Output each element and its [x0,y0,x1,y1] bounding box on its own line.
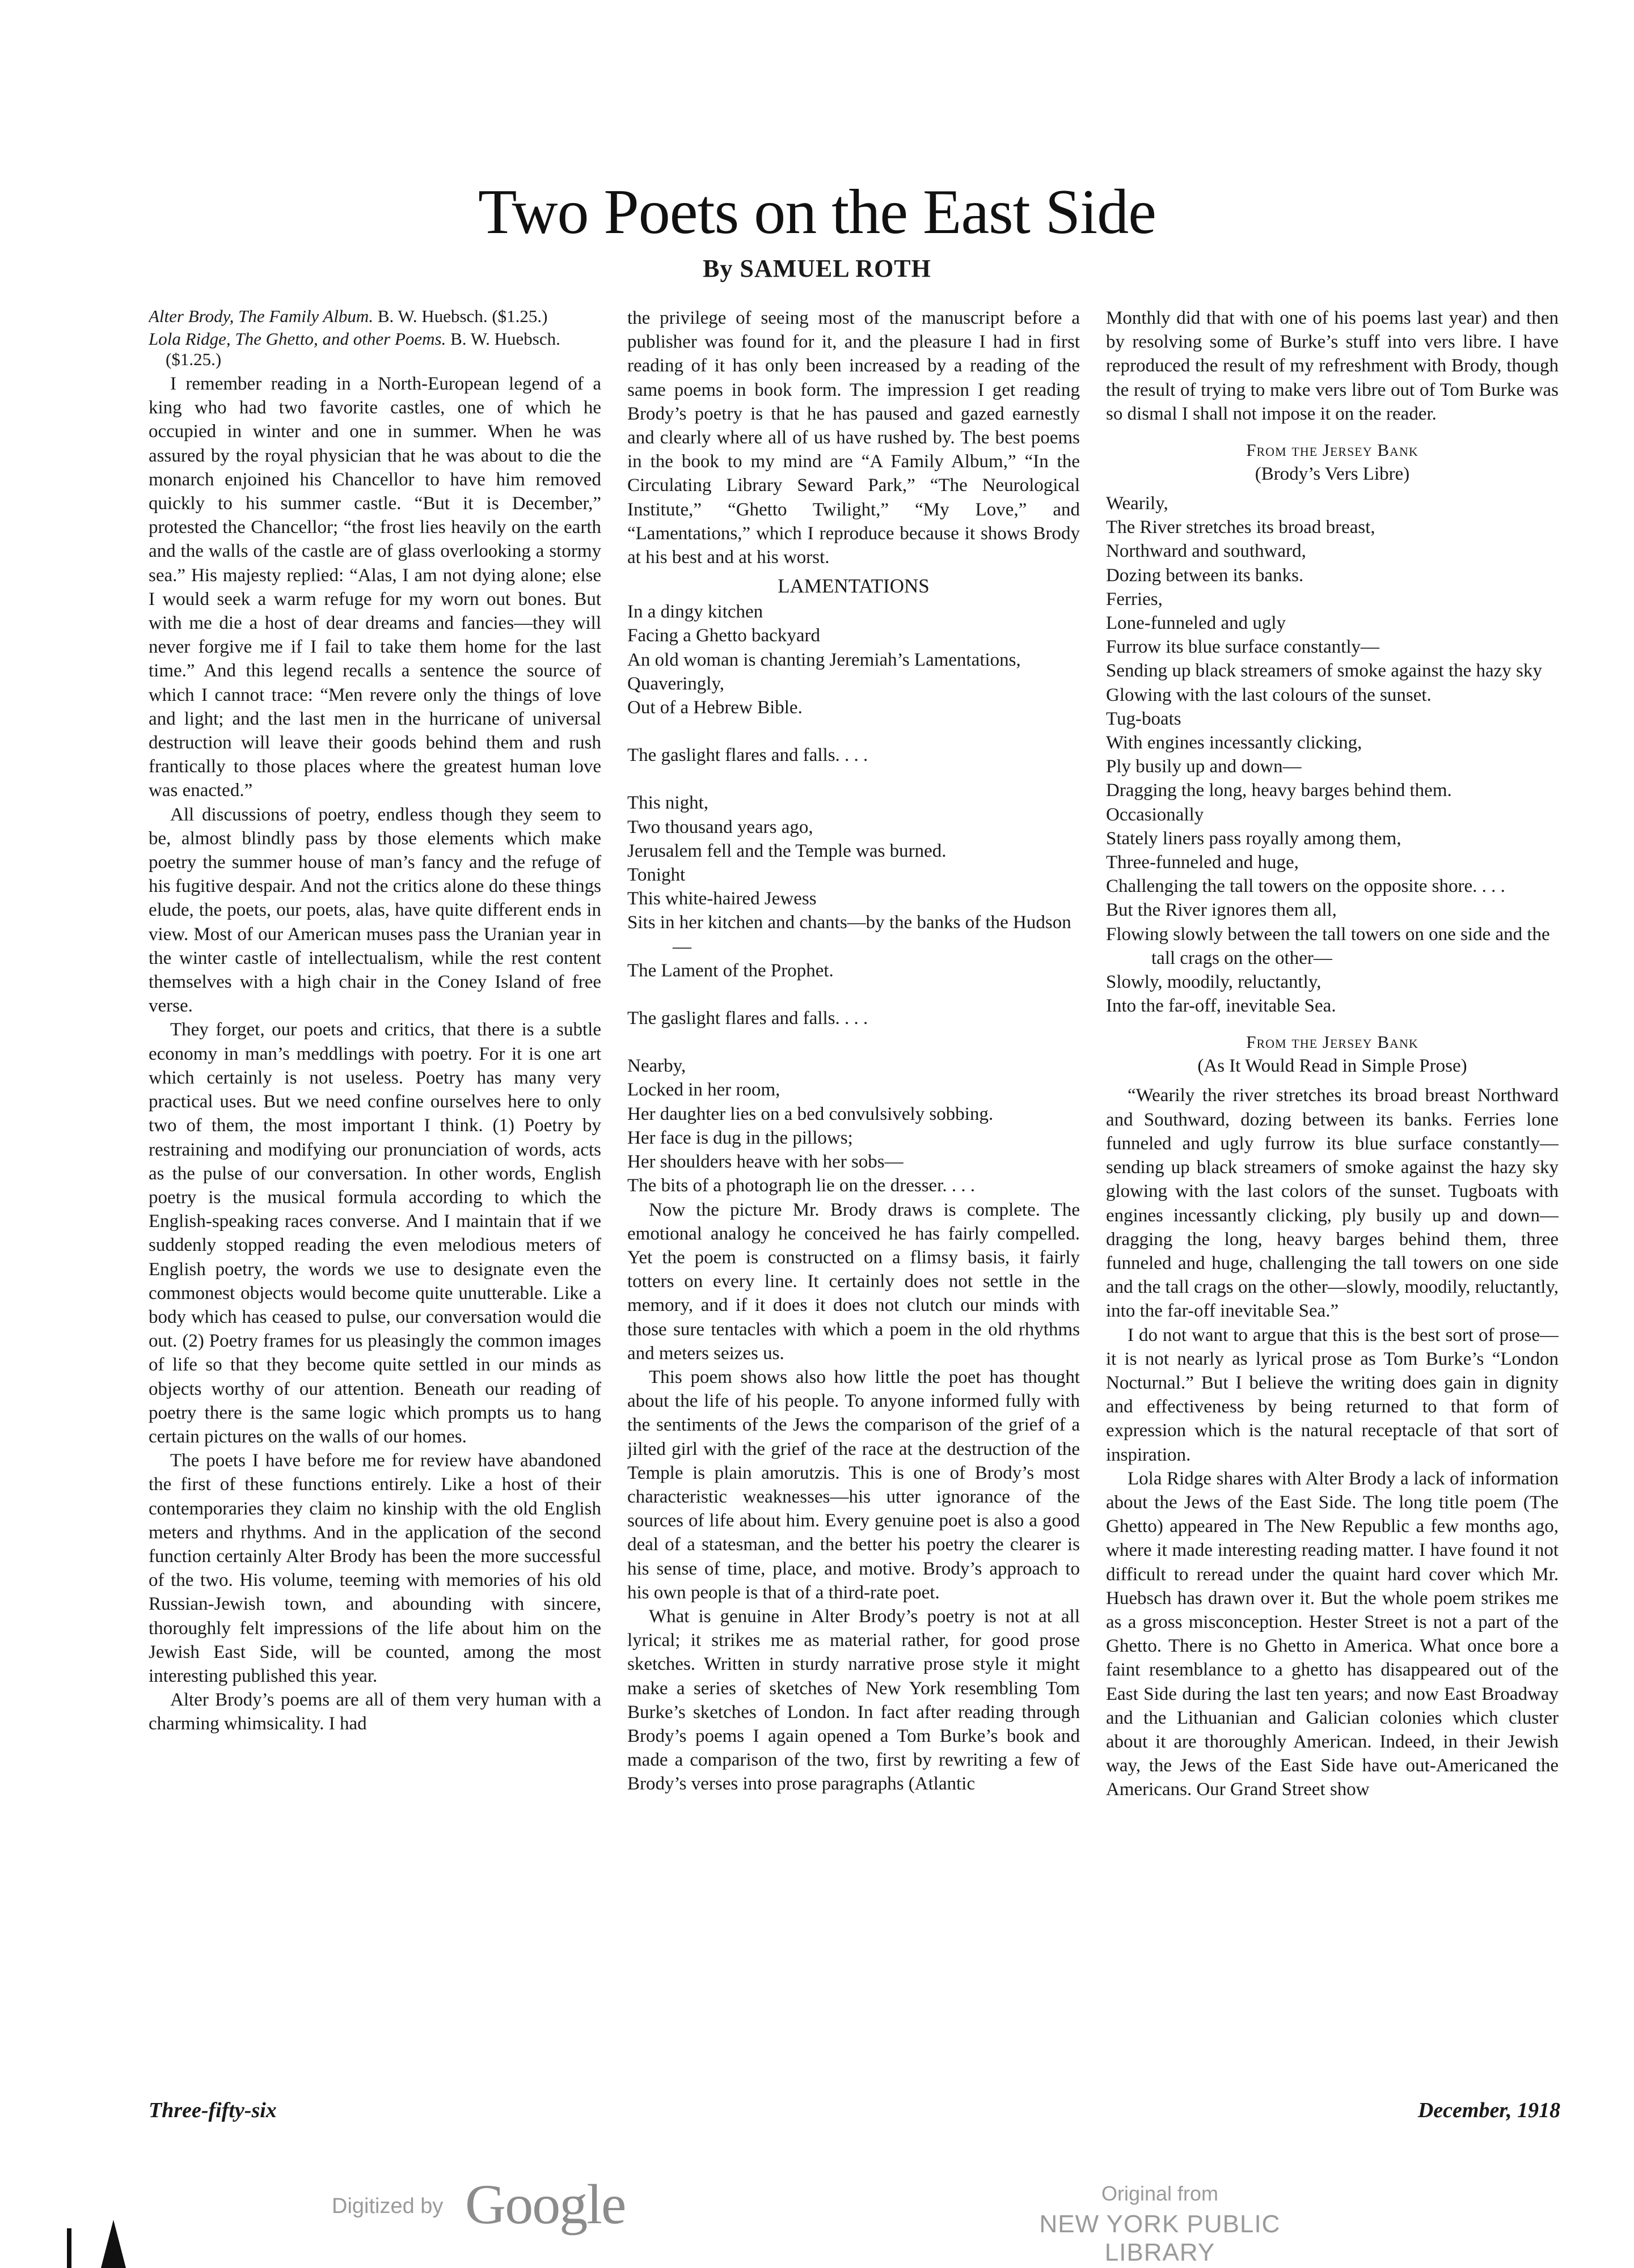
poem-line: Sits in her kitchen and chants—by the banks of the Hudson— [627,912,1071,957]
poem-line: This night, [627,793,709,814]
poem-line: Tug-boats [1106,708,1181,729]
scan-artifact-mark [67,2228,71,2268]
poem-line: Occasionally [1106,804,1204,825]
poem-line: Glowing with the last colours of the sunset. [1106,684,1432,705]
paragraph: I do not want to argue that this is the best sort of prose—it is not nearly as lyrical prose as Tom Burke’s “London Nocturnal.” But I believe the writing does gain in dignity and effectiveness by being returned to that form of expression which is the natural receptacle of that sort of inspiration. [1106,1325,1559,1465]
paragraph: Lola Ridge shares with Alter Brody a lack of information about the Jews of the East Side. The long title poem (The Ghetto) appeared in The New Republic a few months ago, where it made interesting reading matter. I have found it not difficult to reread under the quaint hard cover which Mr. Huebsch has drawn over it. But the whole poem strikes me as a gross misconception. Hester Street is not a part of the Ghetto. There is no Ghetto in America. What once bore a faint resemblance to a ghetto has disappeared out of the East Side during the last ten years; and now East Broadway and the Lithuanian and Galician colonies which cluster about it are thoroughly American. Indeed, in their Jewish way, the Jews of the East Side have out-Americaned the Americans. Our Grand Street show [1106,1468,1559,1800]
page-number: Three-fifty-six [149,2098,277,2122]
poem-lamentations [627,600,1080,1198]
paragraph: I remember reading in a North-European legend of a king who had two favorite castles, one of which he occupied in winter and one in summer. When he was assured by the royal physician that he was about to die the monarch enjoined his Chancellor to have him removed quickly to his summer castle. “But it is December,” protested the Chancellor; “the frost lies heavily on the earth and the walls of the castle are of glass overlooking a stormy sea.” His majesty replied: “Alas, I am not dying alone; else I would seek a warm refuge for my worn out bones. But with me die a host of dear dreams and fancies—they will never forgive me if I fail to take them home for the last time.” And this legend recalls a sentence the source of which I cannot trace: “Men revere only the things of love and light; and the last men in the hurricane of universal destruction will leave their goods behind them and rush frantically to those places where the greatest human love was enacted.” [149,374,601,801]
stanza-break [627,983,1080,1006]
issue-date: December, 1918 [1417,2098,1560,2122]
poem-line: Locked in her room, [627,1080,780,1101]
poem-line: Northward and southward, [1106,541,1306,562]
poem-line: Sending up black streamers of smoke against the hazy sky [1106,661,1542,682]
poem-line: Two thousand years ago, [627,816,813,837]
column-3 [1106,306,1559,2041]
poem-line: This white-haired Jewess [627,888,817,909]
stanza-break [627,1030,1080,1054]
poem-line: Nearby, [627,1056,686,1077]
poem-refrain: The gaslight flares and falls. . . . [627,745,868,766]
poem-line: Tonight [627,865,686,886]
poem-line: Stately liners pass royally among them, [1106,828,1401,849]
poem-line: Lone-funneled and ugly [1106,613,1286,634]
library-name: NEW YORK PUBLIC LIBRARY [1039,2210,1281,2266]
google-logo: Google [465,2173,626,2236]
poem-line: With engines incessantly clicking, [1106,733,1362,754]
poem-line: The River stretches its broad breast, [1106,517,1375,538]
section-heading: From the Jersey Bank [1246,440,1418,460]
poem-line: Flowing slowly between the tall towers on one side and the tall crags on the other— [1106,924,1550,968]
section-subheading: (As It Would Read in Simple Prose) [1197,1056,1467,1077]
poem-line: Dragging the long, heavy barges behind them. [1106,780,1452,801]
paragraph: The poets I have before me for review have abandoned the first of these functions entirely. Like a host of their contemporaries they claim no kinship with the old English meters and rhythms. And in the application of the second function certainly Alter Brody has been the more successful of the two. His volume, teeming with memories of his old Russian-Jewish town, and abounding with sincere, thoroughly felt impressions of the life about him on the Jewish East Side, will be counted, among the most interesting published this year. [149,1450,601,1686]
paragraph: All discussions of poetry, endless though they seem to be, almost blindly pass by those elements which make poetry the summer house of man’s fancy and the refuge of his fugitive despair. And not the critics alone do these things elude, the poets, our poets, alas, have quite different ends in view. Most of our American muses pass the Uranian year in the winter castle of intellectualism, while the rest content themselves with a high chair in the Coney Island of free verse. [149,804,601,1017]
poem-jersey-bank [1106,492,1559,1018]
paragraph: This poem shows also how little the poet has thought about the life of his people. To anyone informed fully with the sentiments of the Jews the comparison of the grief of a jilted girl with the grief of the race at the destruction of the Temple is plain amorutzis. This is one of Brody’s most characteristic weaknesses—his utter ignorance of the sources of life about him. Every genuine poet is also a good deal of a statesman, and the better his poetry the clearer is his sense of time, place, and motive. Brody’s approach to his own people is that of a third-rate poet. [627,1366,1080,1603]
article-byline: By SAMUEL ROTH [703,255,931,282]
book-reference-ridge: Lola Ridge, The Ghetto, and other Poems. B. W. Huebsch. ($1.25.) [149,329,560,369]
paragraph: They forget, our poets and critics, that there is a subtle economy in man’s meddlings with poetry. For it is one art which certainly is not useless. Poetry has many very practical uses. But we need confine ourselves here to only two of them, the most important I think. (1) Poetry by restraining and modifying our pronunciation of words, acts as the pulse of our conversation. In other words, English poetry is the musical formula according to which the English-speaking races converse. And I maintain that if we suddenly stopped reading the even melodious meters of English poetry, the words we use to designate even the commonest objects would become quite unutterable. Like a body which has ceased to pulse, our conversation would die out. (2) Poetry frames for us pleasingly the common images of life so that they become quite settled in our minds as objects worthy of our attention. Beneath our reading of poetry there is the same logic which prompts us to hang certain pictures on the walls of our homes. [149,1019,601,1447]
paragraph: “Wearily the river stretches its broad breast Northward and Southward, dozing between its banks. Ferries lone funneled and ugly furrow its blue surface constantly—sending up black streamers of smoke against the hazy sky glowing with the last colors of the sunset. Tugboats with engines incessantly clicking, ply busily up and down—dragging the long, heavy barges behind them, three funneled and huge, challenging the tall towers on one side and the tall crags on the other—slowly, moodily, reluctantly, into the far-off inevitable Sea.” [1106,1085,1559,1322]
paragraph: Alter Brody’s poems are all of them very human with a charming whimsicality. I had [149,1690,601,1734]
column-1 [149,306,601,2041]
poem-line: An old woman is chanting Jeremiah’s Lamentations, [627,649,1021,670]
poem-refrain: The gaslight flares and falls. . . . [627,1008,868,1029]
column-2 [627,306,1080,2041]
stanza-break [627,767,1080,791]
paragraph: the privilege of seeing most of the manuscript before a publisher was found for it, and the pleasure I had in first reading of it has only been increased by a reading of the same poems in book form. The impression I get reading Brody’s poetry is that he has paused and gazed earnestly and clearly where all of us have rushed by. The best poems in the book to my mind are “A Family Album,” “In the Circulating Library Seward Park,” “The Neurological Institute,” “Ghetto Twilight,” “My Love,” and “Lamentations,” which I reproduce because it shows Brody at his best and at his worst. [627,308,1080,568]
poem-line: Her face is dug in the pillows; [627,1127,853,1148]
poem-line: The Lament of the Prophet. [627,960,834,981]
poem-line: Slowly, moodily, reluctantly, [1106,972,1321,993]
poem-line: Ply busily up and down— [1106,756,1302,777]
poem-title: LAMENTATIONS [778,575,930,598]
article-title: Two Poets on the East Side [478,177,1156,247]
poem-line: Into the far-off, inevitable Sea. [1106,996,1336,1017]
poem-line: Jerusalem fell and the Temple was burned. [627,840,947,861]
poem-line: Her daughter lies on a bed convulsively sobbing. [627,1103,994,1124]
poem-line: Out of a Hebrew Bible. [627,697,803,718]
paragraph: Now the picture Mr. Brody draws is complete. The emotional analogy he conceived he has fairly compelled. Yet the poem is constructed on a flimsy basis, it fairly totters on every line. It certainly does not settle in the memory, and if it does it does not clutch our minds with those sure tentacles with which a poem in the old rhythms and meters seizes us. [627,1199,1080,1364]
poem-line: Facing a Ghetto backyard [627,625,820,646]
poem-line: In a dingy kitchen [627,602,763,623]
paragraph: Monthly did that with one of his poems last year) and then by resolving some of Burke’s stuff into vers libre. I have reproduced the result of my refreshment with Brody, though the result of trying to make vers libre out of Tom Burke was so dismal I shall not impose it on the reader. [1106,308,1559,424]
section-heading: From the Jersey Bank [1246,1032,1418,1052]
poem-line: Challenging the tall towers on the opposite shore. . . . [1106,876,1505,897]
original-from-label: Original from [1101,2182,1219,2205]
poem-line: Dozing between its banks. [1106,565,1304,586]
poem-line: But the River ignores them all, [1106,900,1337,921]
digitized-by-label: Digitized by [332,2194,444,2218]
poem-line: Furrow its blue surface constantly— [1106,637,1380,658]
paragraph: What is genuine in Alter Brody’s poetry is not at all lyrical; it strikes me as material rather, for good prose sketches. Written in sturdy narrative prose style it might make a series of sketches of New York resembling Tom Burke’s sketches of London. In fact after reading through Brody’s poems I again opened a Tom Burke’s book and made a comparison of the two, first by rewriting a few of Brody’s verses into prose paragraphs (Atlantic [627,1606,1080,1795]
scan-artifact-mark [101,2220,126,2268]
poem-line: Three-funneled and huge, [1106,852,1299,873]
book-reference-brody: Alter Brody, The Family Album. B. W. Huebsch. ($1.25.) [149,306,548,326]
poem-line: Her shoulders heave with her sobs— [627,1152,903,1173]
poem-line: Quaveringly, [627,673,725,694]
poem-line: Wearily, [1106,493,1168,514]
poem-line: Ferries, [1106,589,1163,610]
poem-line: The bits of a photograph lie on the dresser. . . . [627,1175,976,1196]
stanza-break [627,720,1080,743]
section-subheading: (Brody’s Vers Libre) [1255,464,1410,485]
